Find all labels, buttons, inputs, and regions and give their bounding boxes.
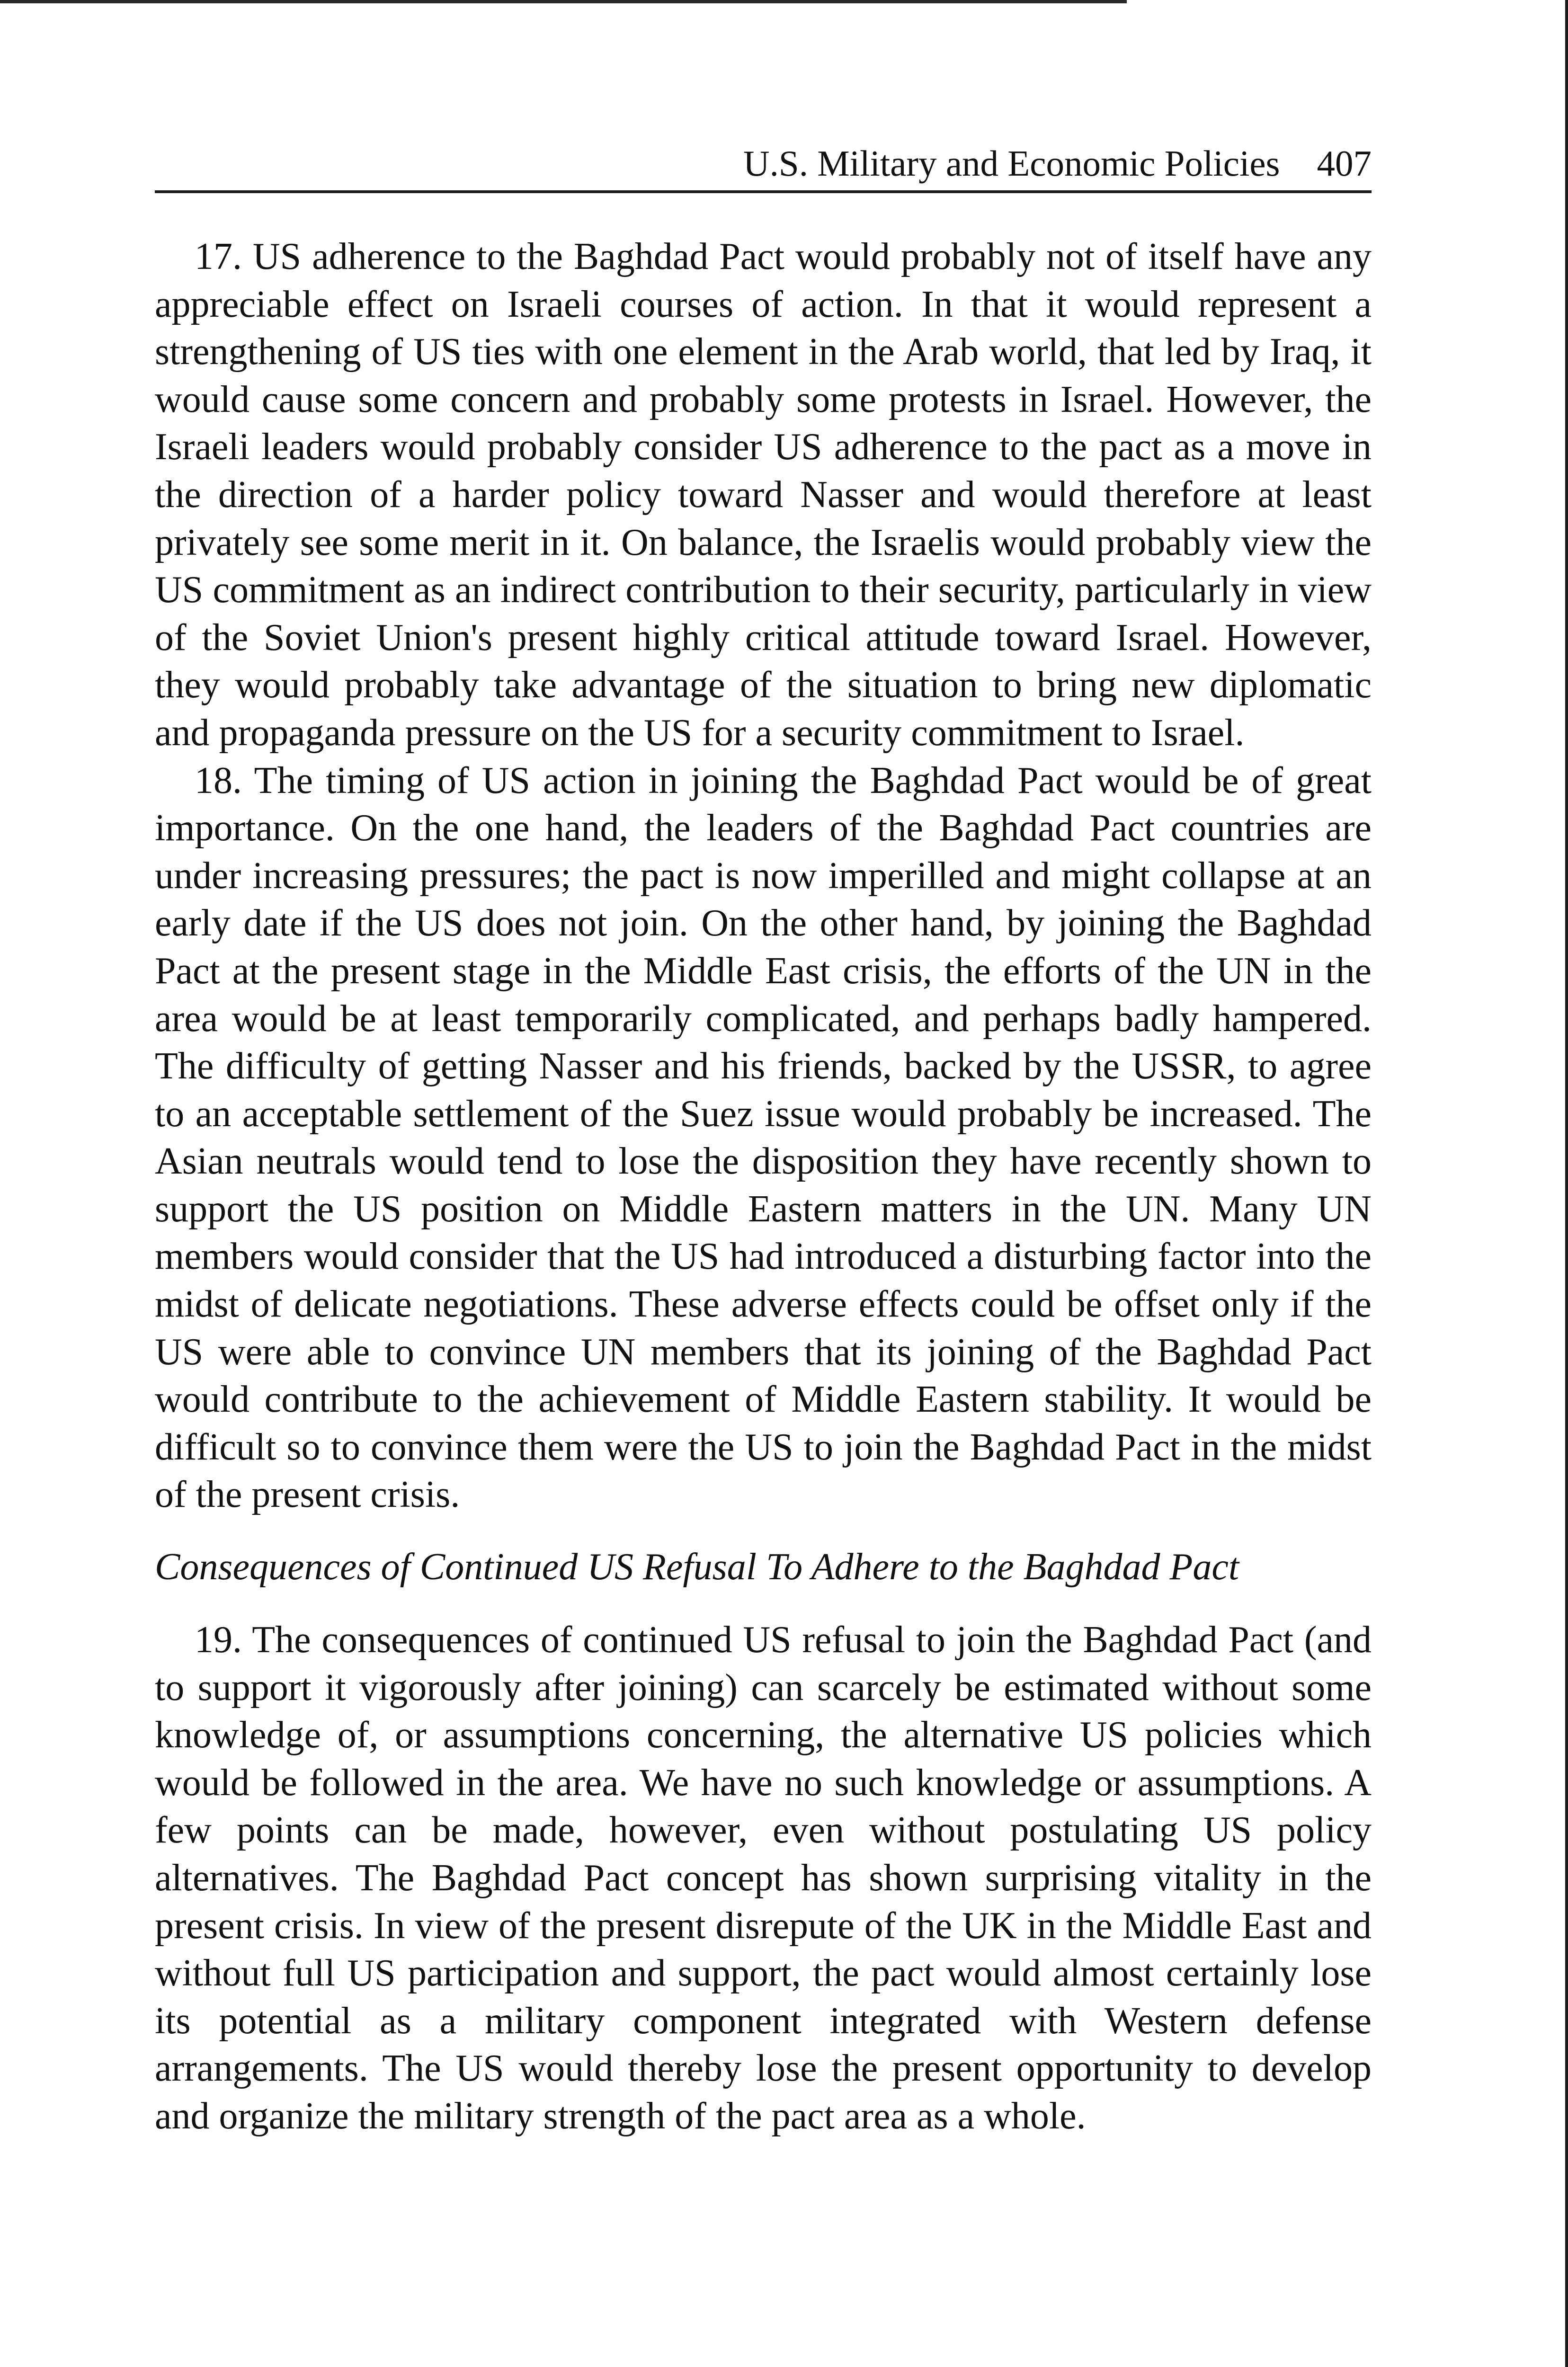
body-text	[155, 233, 1372, 2140]
running-header	[155, 137, 1372, 193]
paragraph-19: 19. The consequences of continued US refusal to join the Baghdad Pact (and to support it vigorously after joining) can scarcely be estimated without some knowledge of, or assumptions concerning, the alternative US policies which would be followed in the area. We have no such knowledge or assumptions. A few points can be made, however, even without postulating US policy alternatives. The Baghdad Pact concept has shown surprising vitality in the present crisis. In view of the present disrepute of the UK in the Middle East and without full US participation and support, the pact would almost certainly lose its potential as a military component integrated with Western defense arrangements. The US would thereby lose the present opportunity to develop and organize the military strength of the pact area as a whole.	[155, 1619, 1372, 2137]
document-page	[155, 137, 1372, 2140]
page-top-edge	[0, 0, 1127, 3]
paragraph-18: 18. The timing of US action in joining the Baghdad Pact would be of great importance. On the one hand, the leaders of the Baghdad Pact countries are under increasing pressures; the pact is now imperilled and might collapse at an early date if the US does not join. On the other hand, by joining the Baghdad Pact at the present stage in the Middle East crisis, the efforts of the UN in the area would be at least temporarily complicated, and perhaps badly hampered. The difficulty of getting Nasser and his friends, backed by the USSR, to agree to an acceptable settlement of the Suez issue would probably be increased. The Asian neutrals would tend to lose the disposition they have recently shown to support the US position on Middle Eastern matters in the UN. Many UN members would consider that the US had introduced a disturbing factor into the midst of delicate negotiations. These adverse effects could be offset only if the US were able to convince UN members that its joining of the Baghdad Pact would contribute to the achievement of Middle Eastern stability. It would be difficult so to convince them were the US to join the Baghdad Pact in the midst of the present crisis.	[155, 759, 1372, 1516]
running-header-title: U.S. Military and Economic Policies	[743, 143, 1280, 184]
page-number: 407	[1317, 143, 1372, 184]
paragraph-17: 17. US adherence to the Baghdad Pact would probably not of itself have any appreciable effect on Israeli courses of action. In that it would represent a strengthening of US ties with one element in the Arab world, that led by Iraq, it would cause some concern and probably some protests in Israel. However, the Israeli leaders would probably consider US adherence to the pact as a move in the direction of a harder policy toward Nasser and would therefore at least privately see some merit in it. On balance, the Israelis would probably view the US commitment as an indirect contribution to their security, particularly in view of the Soviet Union's present highly critical attitude toward Israel. However, they would probably take advantage of the situation to bring new diplomatic and propaganda pressure on the US for a security commitment to Israel.	[155, 236, 1372, 754]
page-right-edge	[1565, 0, 1568, 2367]
section-heading: Consequences of Continued US Refusal To Adhere to the Baghdad Pact	[155, 1546, 1239, 1588]
